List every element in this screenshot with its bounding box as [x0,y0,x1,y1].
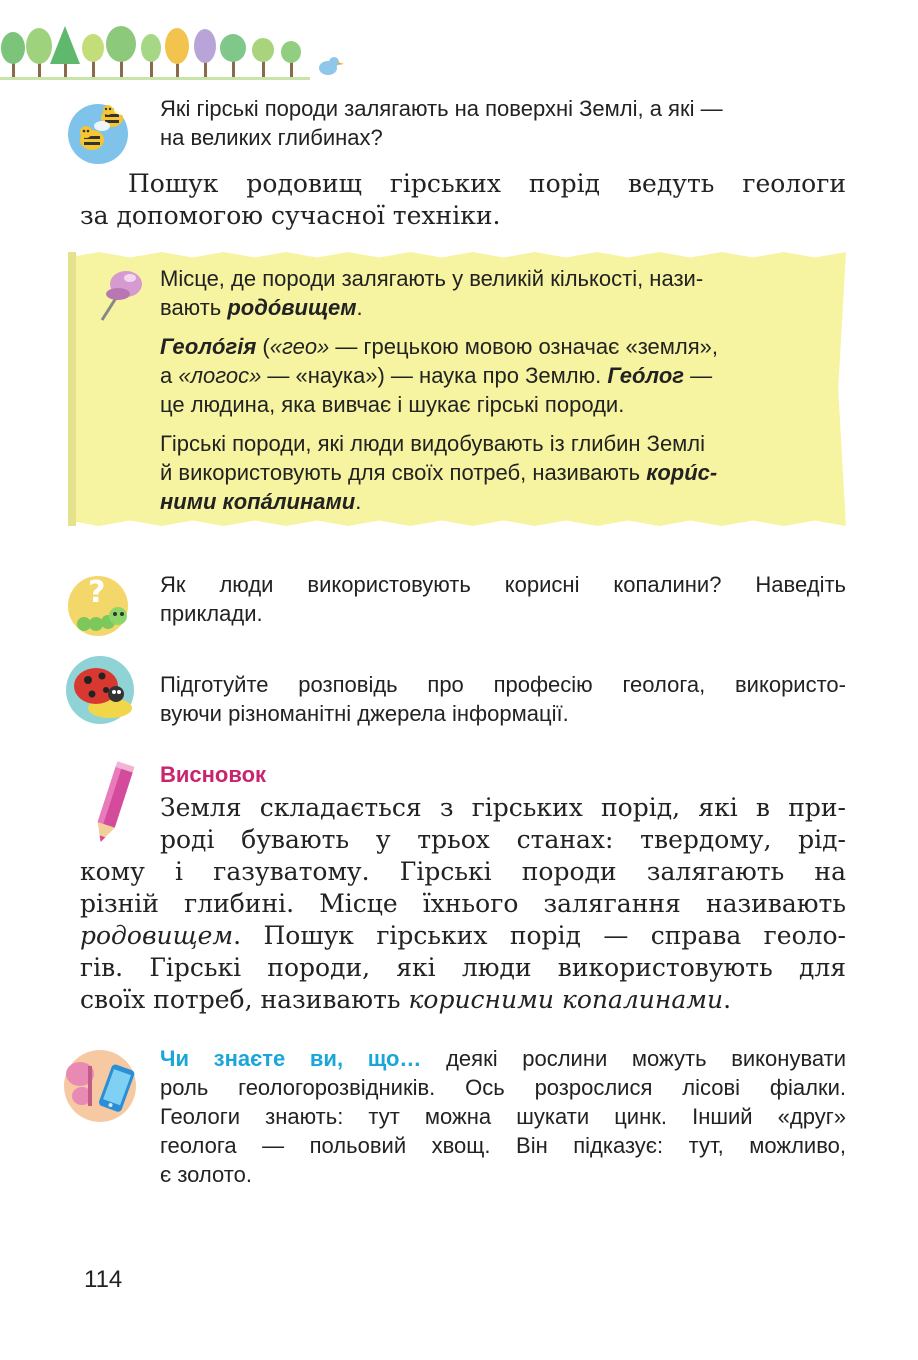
term-korysni-a: корúс- [646,460,718,485]
conclusion-term-rodovyshche: родовищем [80,921,234,950]
pushpin-icon [88,262,148,326]
term-geolog: Геóлог [607,363,684,388]
page-number: 114 [84,1266,123,1293]
question-2: Як люди використовують корисні копалини? Наведіть приклади. [160,572,846,626]
conclusion-heading: Висновок [160,762,267,787]
intro-paragraph: Пошук родовищ гірських порід ведуть геологи за допомогою сучасної техніки. [80,169,846,230]
task-text: Підготуйте розповідь про професію геолога, використо- вуючи різноманітні джерела інформації. [160,672,846,726]
svg-text:?: ? [88,575,106,610]
bees-icon [62,96,140,166]
definition-text: Місце, де породи залягають у великій кількості, нази- вають родóвищем. Геолóгія («гео» — грецькою мовою означає «земля», а «логос» — «наука») — наука про Землю. Геóлог — це людина, яка вивчає і шукає гірські породи. Гірські породи, які люди видобувають із глибин Землі й використовують для своїх потреб, називають корúс- ними копáлинами. [160,266,718,514]
term-geologia: Геолóгія [160,334,257,359]
question-caterpillar-icon [62,572,138,638]
butterfly-phone-icon [58,1044,144,1126]
ladybug-icon [62,652,140,726]
term-rodovyshche: родóвищем [227,295,357,320]
trees-banner [0,20,350,82]
did-you-know-heading: Чи знаєте ви, що… [160,1046,422,1071]
question-1: Які гірські породи залягають на поверхні Землі, а які — на великих глибинах? [160,96,723,150]
term-korysni-b: ними копáлинами [160,489,356,514]
conclusion-text: Земля складається з гірських порід, які в при- роді бувають у трьох станах: твердому, рід- кому і газуватому. Гірські породи залягають на різній глибині. Місце їхнього залягання називають родовищем. Пошук гірських порід — справа геоло- гів. Гірські породи, які люди використовують для своїх потреб, називають корисними копалинами. [80,793,846,1014]
definition-box-edge [68,252,76,526]
conclusion-term-korysni: корисними копалинами [408,985,724,1014]
did-you-know-text: Чи знаєте ви, що… деякі рослини можуть виконувати роль геологорозвідників. Ось розрослися лісові фіалки. Геологи знають: тут можна шукати цинк. Інший «друг» геолога — польовий хвощ. Він підказує: тут, можливо, є золото. [160,1046,846,1187]
